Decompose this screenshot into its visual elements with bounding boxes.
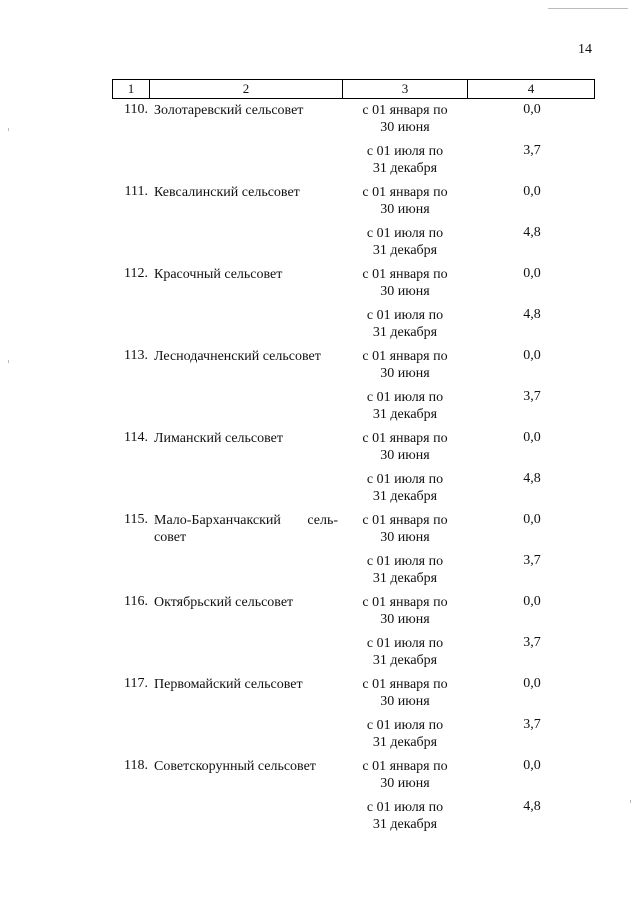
period-line: с 01 июля по [366, 472, 444, 487]
row-number: 115. [124, 512, 148, 527]
value-second-half: 3,7 [523, 717, 541, 732]
period-line: с 01 июля по [366, 718, 444, 733]
header-col-1: 1 [127, 81, 135, 96]
council-name: Октябрьский сельсовет [154, 595, 294, 610]
period-first-half [352, 430, 458, 464]
table-row [0, 676, 640, 758]
table-row [0, 348, 640, 430]
period-second-half [352, 635, 458, 669]
period-first-half [352, 102, 458, 136]
period-line: с 01 января по [362, 267, 448, 282]
period-first-half [352, 184, 458, 218]
value-second-half: 4,8 [523, 471, 541, 486]
row-number: 116. [124, 594, 148, 609]
row-number: 110. [124, 102, 148, 117]
value-second-half: 3,7 [523, 143, 541, 158]
period-line: 31 декабря [372, 325, 438, 340]
row-number: 117. [124, 676, 148, 691]
period-line: 30 июня [380, 694, 430, 709]
value-first-half: 0,0 [523, 348, 541, 363]
period-line: с 01 января по [362, 349, 448, 364]
period-first-half [352, 758, 458, 792]
period-line: 30 июня [380, 776, 430, 791]
table-row [0, 430, 640, 512]
value-first-half: 0,0 [523, 758, 541, 773]
period-line: 30 июня [380, 202, 430, 217]
period-line: с 01 января по [362, 595, 448, 610]
row-number: 118. [124, 758, 148, 773]
value-first-half: 0,0 [523, 266, 541, 281]
period-line: с 01 января по [362, 185, 448, 200]
period-line: с 01 июля по [366, 636, 444, 651]
value-second-half: 4,8 [523, 225, 541, 240]
value-second-half: 4,8 [523, 799, 541, 814]
period-line: с 01 июля по [366, 144, 444, 159]
value-first-half: 0,0 [523, 184, 541, 199]
period-line: с 01 января по [362, 759, 448, 774]
value-first-half: 0,0 [523, 594, 541, 609]
period-line: с 01 июля по [366, 390, 444, 405]
council-name: Советскорунный сельсовет [154, 759, 316, 774]
period-line: 31 декабря [372, 817, 438, 832]
period-line: 30 июня [380, 284, 430, 299]
period-line: 31 декабря [372, 243, 438, 258]
table-row [0, 184, 640, 266]
period-line: с 01 июля по [366, 308, 444, 323]
council-name: Красочный сельсовет [154, 267, 283, 282]
period-line: 31 декабря [372, 653, 438, 668]
period-second-half [352, 143, 458, 177]
period-line: 31 декабря [372, 489, 438, 504]
council-name: Мало-Барханчакский сель-совет [154, 513, 338, 545]
table-row [0, 512, 640, 594]
value-first-half: 0,0 [523, 676, 541, 691]
period-line: 30 июня [380, 530, 430, 545]
period-first-half [352, 266, 458, 300]
period-second-half [352, 389, 458, 423]
council-name: Леснодачненский сельсовет [154, 349, 321, 364]
period-line: с 01 января по [362, 513, 448, 528]
period-line: с 01 июля по [366, 554, 444, 569]
period-line: с 01 июля по [366, 800, 444, 815]
council-name: Золотаревский сельсовет [154, 103, 304, 118]
period-line: с 01 июля по [366, 226, 444, 241]
period-line: 31 декабря [372, 161, 438, 176]
council-name: Кевсалинский сельсовет [154, 185, 300, 200]
period-second-half [352, 225, 458, 259]
period-line: 30 июня [380, 612, 430, 627]
period-second-half [352, 717, 458, 751]
period-line: с 01 января по [362, 431, 448, 446]
period-line: с 01 января по [362, 677, 448, 692]
council-name: Первомайский сельсовет [154, 677, 303, 692]
period-first-half [352, 594, 458, 628]
period-first-half [352, 512, 458, 546]
period-line: 31 декабря [372, 571, 438, 586]
header-col-3: 3 [401, 81, 409, 96]
period-line: 31 декабря [372, 735, 438, 750]
table-row [0, 594, 640, 676]
period-line: с 01 января по [362, 103, 448, 118]
top-rule [548, 8, 628, 9]
value-first-half: 0,0 [523, 512, 541, 527]
header-col-2: 2 [242, 81, 250, 96]
row-number: 114. [124, 430, 148, 445]
table-row [0, 758, 640, 840]
period-first-half [352, 676, 458, 710]
period-line: 31 декабря [372, 407, 438, 422]
period-line: 30 июня [380, 448, 430, 463]
value-second-half: 3,7 [523, 635, 541, 650]
row-number: 111. [124, 184, 148, 199]
table-row [0, 266, 640, 348]
period-first-half [352, 348, 458, 382]
value-first-half: 0,0 [523, 102, 541, 117]
value-first-half: 0,0 [523, 430, 541, 445]
page-number: 14 [578, 42, 592, 57]
period-second-half [352, 799, 458, 833]
value-second-half: 3,7 [523, 389, 541, 404]
council-name: Лиманский сельсовет [154, 431, 284, 446]
value-second-half: 4,8 [523, 307, 541, 322]
period-line: 30 июня [380, 120, 430, 135]
table-row [0, 102, 640, 184]
period-second-half [352, 471, 458, 505]
header-col-4: 4 [527, 81, 535, 96]
period-line: 30 июня [380, 366, 430, 381]
row-number: 112. [124, 266, 148, 281]
period-second-half [352, 307, 458, 341]
row-number: 113. [124, 348, 148, 363]
period-second-half [352, 553, 458, 587]
value-second-half: 3,7 [523, 553, 541, 568]
table-header [112, 79, 595, 99]
